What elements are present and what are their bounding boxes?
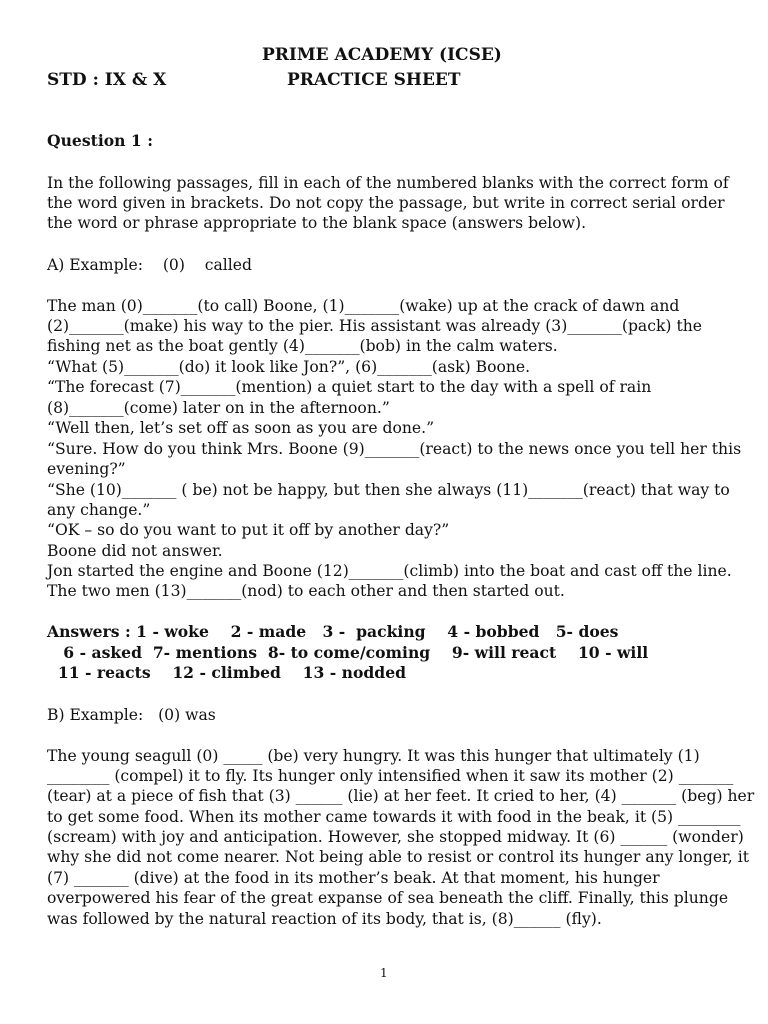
- passage-b-line: ________ (compel) it to fly. Its hunger only intensified when it saw its mother (2) _______: [47, 767, 734, 785]
- passage-a-line: The two men (13)_______(nod) to each other and then started out.: [47, 582, 565, 600]
- instruction-line: the word given in brackets. Do not copy the passage, but write in correct serial order: [47, 194, 725, 212]
- instruction-line: the word or phrase appropriate to the blank space (answers below).: [47, 214, 587, 232]
- passage-a-line: “She (10)_______ ( be) not be happy, but then she always (11)_______(react) that way to: [47, 481, 730, 499]
- passage-a-line: (2)_______(make) his way to the pier. His assistant was already (3)_______(pack) the: [47, 317, 702, 335]
- answers-line: Answers : 1 - woke 2 - made 3 - packing 4 - bobbed 5- does: [47, 622, 619, 641]
- passage-a-line: “The forecast (7)_______(mention) a quiet start to the day with a spell of rain: [47, 378, 652, 396]
- practice-sheet-title: PRACTICE SHEET: [287, 70, 461, 90]
- passage-a-line: “OK – so do you want to put it off by another day?”: [47, 521, 450, 539]
- passage-b-line: was followed by the natural reaction of its body, that is, (8)______ (fly).: [47, 910, 602, 928]
- passage-a-line: Jon started the engine and Boone (12)_______(climb) into the boat and cast off the line.: [47, 562, 732, 580]
- passage-b-line: to get some food. When its mother came towards it with food in the beak, it (5) ________: [47, 808, 741, 826]
- passage-b-line: overpowered his fear of the great expanse of sea beneath the cliff. Finally, this plunge: [47, 889, 729, 907]
- passage-a-line: “What (5)_______(do) it look like Jon?”, (6)_______(ask) Boone.: [47, 358, 531, 376]
- passage-a-line: (8)_______(come) later on in the afternoon.”: [47, 399, 390, 417]
- answers-line: 11 - reacts 12 - climbed 13 - nodded: [47, 663, 407, 682]
- section-b-example: B) Example: (0) was: [47, 706, 216, 724]
- passage-a-line: The man (0)_______(to call) Boone, (1)_______(wake) up at the crack of dawn and: [47, 297, 680, 315]
- passage-b-line: (scream) with joy and anticipation. However, she stopped midway. It (6) ______ (wonder): [47, 828, 744, 846]
- instruction-line: In the following passages, fill in each of the numbered blanks with the correct form of: [47, 174, 729, 192]
- passage-b-line: (7) _______ (dive) at the food in its mother’s beak. At that moment, his hunger: [47, 869, 660, 887]
- passage-a-line: Boone did not answer.: [47, 542, 223, 560]
- passage-a-line: evening?”: [47, 460, 126, 478]
- passage-a-line: “Well then, let’s set off as soon as you are done.”: [47, 419, 435, 437]
- passage-b-line: The young seagull (0) _____ (be) very hungry. It was this hunger that ultimately (1): [47, 747, 700, 765]
- academy-title: PRIME ACADEMY (ICSE): [262, 45, 502, 65]
- section-a-example: A) Example: (0) called: [47, 256, 252, 274]
- answers-line: 6 - asked 7- mentions 8- to come/coming 9- will react 10 - will: [47, 643, 649, 662]
- passage-a-line: any change.”: [47, 501, 151, 519]
- std-label: STD : IX & X: [47, 70, 167, 90]
- page-number: 1: [380, 966, 388, 980]
- passage-b-line: (tear) at a piece of fish that (3) ______ (lie) at her feet. It cried to her, (4) _______ (beg) her: [47, 787, 755, 805]
- passage-a-line: fishing net as the boat gently (4)_______(bob) in the calm waters.: [47, 337, 558, 355]
- passage-b-line: why she did not come nearer. Not being able to resist or control its hunger any longer, it: [47, 848, 749, 866]
- passage-a-line: “Sure. How do you think Mrs. Boone (9)_______(react) to the news once you tell her this: [47, 440, 742, 458]
- question-label: Question 1 :: [47, 131, 153, 150]
